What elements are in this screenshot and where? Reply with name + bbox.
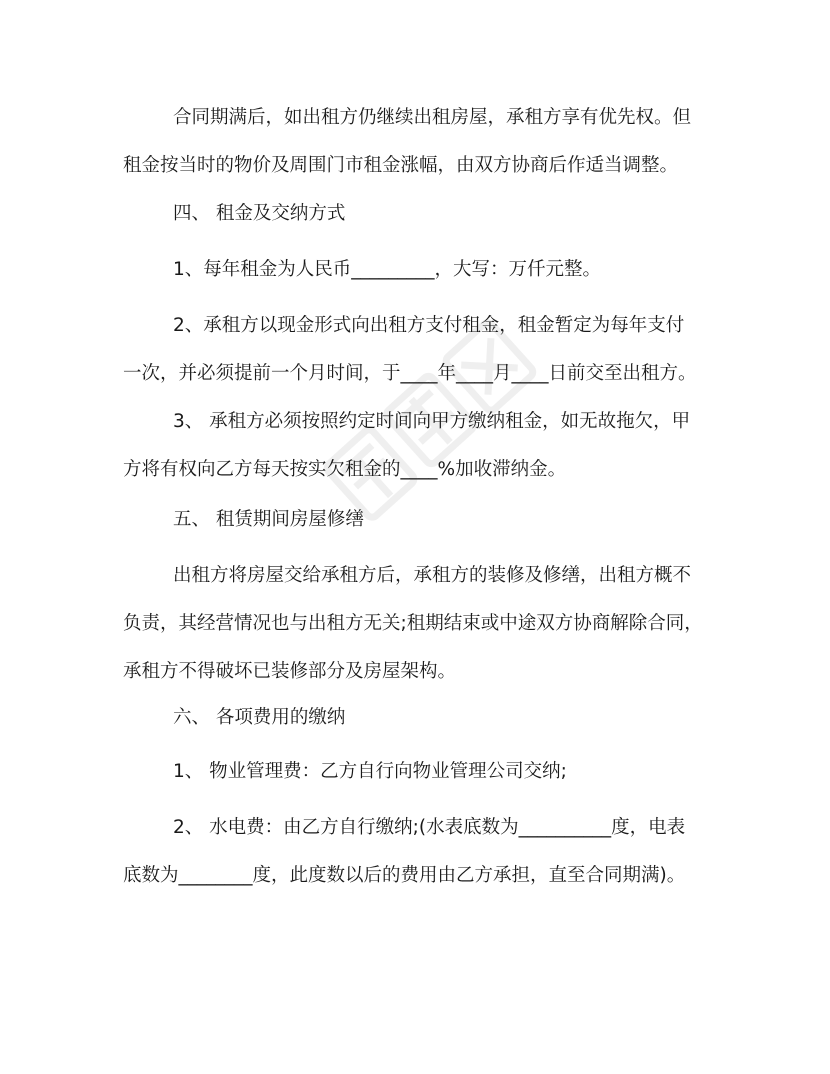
section-heading-repair bbox=[123, 496, 723, 544]
text-line: 出租方将房屋交给承租方后，承租方的装修及修缮，出租方概不 bbox=[173, 565, 692, 586]
text-line: 底数为________度，此度数以后的费用由乙方承担，直至合同期满)。 bbox=[123, 865, 686, 886]
text-line: 方将有权向乙方每天按实欠租金的____%加收滞纳金。 bbox=[123, 459, 567, 480]
paragraph-clause-6-1 bbox=[123, 748, 723, 796]
text-line: 2、 水电费：由乙方自行缴纳;(水表底数为__________度，电表 bbox=[173, 817, 686, 838]
text-line: 1、每年租金为人民币_________，大写：万仟元整。 bbox=[173, 259, 602, 280]
text-line: 一次，并必须提前一个月时间，于____年____月____日前交至出租方。 bbox=[123, 363, 697, 384]
text-line: 租金按当时的物价及周围门市租金涨幅，由双方协商后作适当调整。 bbox=[123, 155, 679, 176]
text-line: 合同期满后，如出租方仍继续出租房屋，承租方享有优先权。但 bbox=[173, 107, 692, 128]
text-line: 3、 承租方必须按照约定时间向甲方缴纳租金，如无故拖欠，甲 bbox=[173, 411, 691, 432]
paragraph-renewal bbox=[123, 94, 723, 190]
paragraph-clause-4-2 bbox=[123, 302, 723, 398]
section-heading-fees bbox=[123, 694, 723, 742]
paragraph-clause-4-3 bbox=[123, 398, 723, 494]
section-heading: 六、 各项费用的缴纳 bbox=[173, 707, 346, 728]
section-heading-rent bbox=[123, 190, 723, 238]
section-heading: 四、 租金及交纳方式 bbox=[173, 203, 346, 224]
text-line: 承租方不得破坏已装修部分及房屋架构。 bbox=[123, 661, 457, 682]
text-line: 1、 物业管理费：乙方自行向物业管理公司交纳; bbox=[173, 761, 567, 782]
paragraph-clause-5 bbox=[123, 552, 723, 696]
text-line: 负责，其经营情况也与出租方无关;租期结束或中途双方协商解除合同， bbox=[123, 613, 703, 634]
paragraph-clause-4-1 bbox=[123, 246, 723, 294]
section-heading: 五、 租赁期间房屋修缮 bbox=[173, 509, 364, 530]
text-line: 2、承租方以现金形式向出租方支付租金，租金暂定为每年支付 bbox=[173, 315, 685, 336]
paragraph-clause-6-2 bbox=[123, 804, 723, 900]
